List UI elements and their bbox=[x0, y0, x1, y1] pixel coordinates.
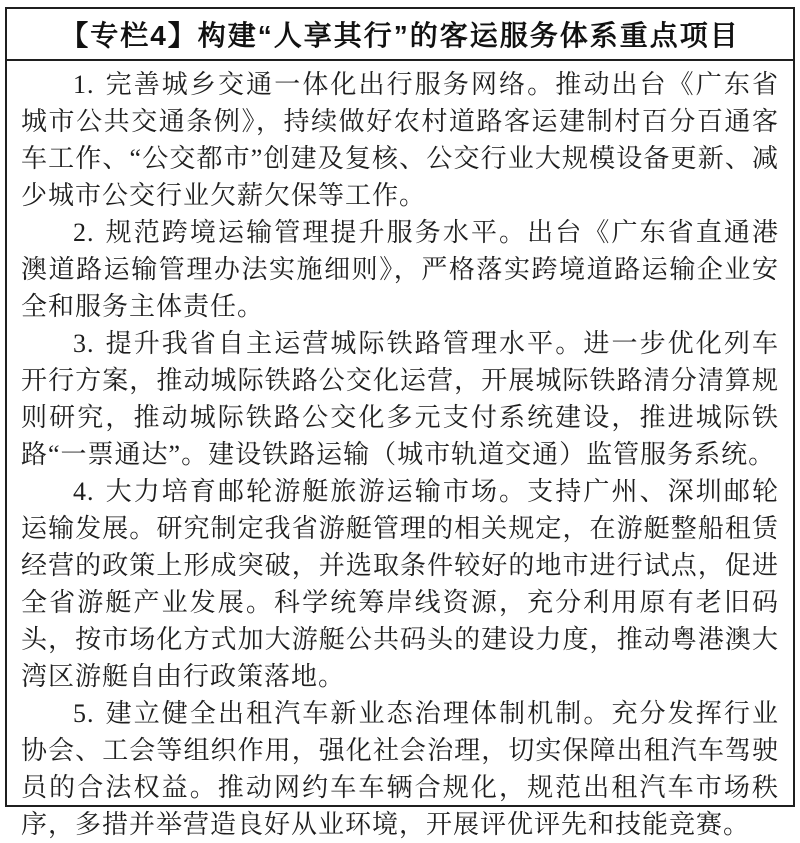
column-body bbox=[7, 61, 793, 843]
item-text: 大力培育邮轮游艇旅游运输市场。支持广州、深圳邮轮运输发展。研究制定我省游艇管理的相关规定，在游艇整船租赁经营的政策上形成突破，并选取条件较好的地市进行试点，促进全省游艇产业发展。科学统筹岸线资源，充分利用原有老旧码头，按市场化方式加大游艇公共码头的建设力度，推动粤港澳大湾区游艇自由行政策落地。 bbox=[21, 477, 779, 691]
item-text: 完善城乡交通一体化出行服务网络。推动出台《广东省城市公共交通条例》，持续做好农村道路客运建制村百分百通客车工作、“公交都市”创建及复核、公交行业大规模设备更新、减少城市公交行业欠薪欠保等工作。 bbox=[21, 70, 779, 210]
item-number: 2. bbox=[73, 218, 95, 247]
list-item bbox=[21, 695, 779, 843]
item-number: 1. bbox=[73, 70, 95, 99]
item-number: 5. bbox=[73, 699, 95, 728]
item-number: 3. bbox=[73, 329, 95, 358]
list-item bbox=[21, 66, 779, 214]
item-text: 建立健全出租汽车新业态治理体制机制。充分发挥行业协会、工会等组织作用，强化社会治理，切实保障出租汽车驾驶员的合法权益。推动网约车车辆合规化，规范出租汽车市场秩序，多措并举营造良好从业环境，开展评优评先和技能竞赛。 bbox=[21, 699, 779, 839]
column-box bbox=[5, 7, 795, 839]
item-text: 规范跨境运输管理提升服务水平。出台《广东省直通港澳道路运输管理办法实施细则》，严格落实跨境道路运输企业安全和服务主体责任。 bbox=[21, 218, 779, 321]
column-title: 【专栏4】构建“人享其行”的客运服务体系重点项目 bbox=[7, 9, 793, 61]
item-number: 4. bbox=[73, 477, 95, 506]
list-item bbox=[21, 325, 779, 473]
list-item bbox=[21, 473, 779, 695]
list-item bbox=[21, 214, 779, 325]
item-text: 提升我省自主运营城际铁路管理水平。进一步优化列车开行方案，推动城际铁路公交化运营，开展城际铁路清分清算规则研究，推动城际铁路公交化多元支付系统建设，推进城际铁路“一票通达”。建设铁路运输（城市轨道交通）监管服务系统。 bbox=[21, 329, 779, 469]
